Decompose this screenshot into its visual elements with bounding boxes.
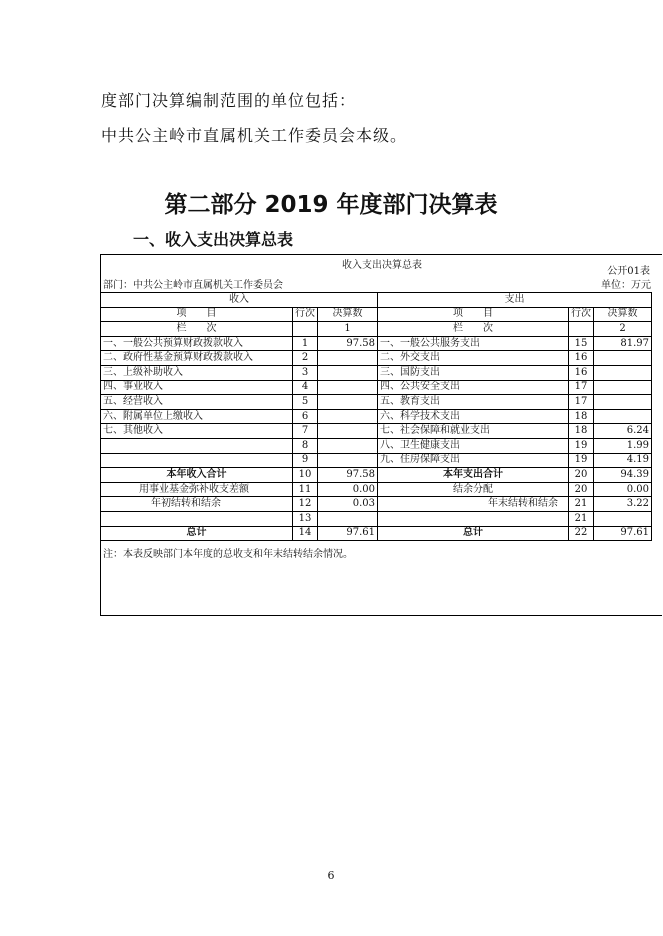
table-row (101, 380, 652, 395)
intro-paragraph-line-2: 中共公主岭市直属机关工作委员会本级。 (101, 126, 408, 145)
expense-value (594, 409, 652, 424)
table-title: 收入支出决算总表 (342, 260, 422, 271)
expense-lanci-label: 栏 次 (378, 322, 569, 337)
expense-amount-header: 决算数 (594, 307, 652, 322)
expense-grand-total-label: 总计 (378, 526, 569, 541)
income-year-total-value: 97.58 (318, 468, 378, 483)
table-code: 公开01表 (607, 266, 650, 277)
income-value (318, 438, 378, 453)
expense-item: 五、教育支出 (378, 395, 569, 410)
table-row (101, 438, 652, 453)
grand-total-row (101, 526, 652, 541)
income-line-no: 11 (293, 482, 318, 497)
empty-cell (293, 322, 318, 337)
table-row (101, 482, 652, 497)
budget-summary-table-frame (100, 254, 662, 616)
income-value: 0.03 (318, 497, 378, 512)
expense-line-no: 18 (569, 424, 594, 439)
income-line-no: 13 (293, 511, 318, 526)
income-item: 四、事业收入 (101, 380, 293, 395)
income-line-no: 5 (293, 395, 318, 410)
income-grand-total-label: 总计 (101, 526, 293, 541)
table-row (101, 424, 652, 439)
expense-value: 4.19 (594, 453, 652, 468)
income-item: 五、经营收入 (101, 395, 293, 410)
expense-line-header: 行次 (569, 307, 594, 322)
unit-label: 单位：万元 (601, 280, 651, 291)
income-value (318, 453, 378, 468)
income-grand-total-value: 97.61 (318, 526, 378, 541)
table-row (101, 395, 652, 410)
table-row (101, 365, 652, 380)
expense-line-no: 22 (569, 526, 594, 541)
income-item: 年初结转和结余 (101, 497, 293, 512)
expense-value (594, 380, 652, 395)
section-subtitle: 一、收入支出决算总表 (133, 230, 294, 249)
income-item (101, 438, 293, 453)
expense-line-no: 18 (569, 409, 594, 424)
expense-line-no: 20 (569, 482, 594, 497)
expense-line-no: 19 (569, 453, 594, 468)
income-item-header: 项 目 (101, 307, 293, 322)
income-line-no: 9 (293, 453, 318, 468)
expense-value (594, 511, 652, 526)
expense-column-number: 2 (594, 322, 652, 337)
income-line-header: 行次 (293, 307, 318, 322)
expense-item: 六、科学技术支出 (378, 409, 569, 424)
year-total-row (101, 468, 652, 483)
income-header: 收入 (101, 293, 378, 308)
expense-value (594, 395, 652, 410)
expense-line-no: 21 (569, 497, 594, 512)
income-item: 六、附属单位上缴收入 (101, 409, 293, 424)
income-line-no: 7 (293, 424, 318, 439)
income-line-no: 14 (293, 526, 318, 541)
expense-item: 三、国防支出 (378, 365, 569, 380)
table-row (101, 511, 652, 526)
expense-item: 一、一般公共服务支出 (378, 336, 569, 351)
table-row (101, 336, 652, 351)
table-row (101, 351, 652, 366)
expense-line-no: 16 (569, 351, 594, 366)
income-line-no: 4 (293, 380, 318, 395)
expense-item: 七、社会保障和就业支出 (378, 424, 569, 439)
expense-value: 81.97 (594, 336, 652, 351)
table-row (101, 409, 652, 424)
table-row (101, 497, 652, 512)
income-year-total-label: 本年收入合计 (101, 468, 293, 483)
expense-line-no: 17 (569, 380, 594, 395)
expense-line-no: 20 (569, 468, 594, 483)
income-line-no: 1 (293, 336, 318, 351)
page-number: 6 (327, 869, 335, 882)
expense-line-no: 17 (569, 395, 594, 410)
income-item: 二、政府性基金预算财政拨款收入 (101, 351, 293, 366)
expense-item-header: 项 目 (378, 307, 569, 322)
income-line-no: 8 (293, 438, 318, 453)
expense-value (594, 351, 652, 366)
income-value (318, 351, 378, 366)
income-value (318, 395, 378, 410)
income-line-no: 6 (293, 409, 318, 424)
income-line-no: 3 (293, 365, 318, 380)
expense-header: 支出 (378, 293, 652, 308)
expense-value: 1.99 (594, 438, 652, 453)
income-item: 用事业基金弥补收支差额 (101, 482, 293, 497)
income-value (318, 424, 378, 439)
table-header-row (101, 293, 652, 308)
column-number-row (101, 322, 652, 337)
income-column-number: 1 (318, 322, 378, 337)
income-item (101, 511, 293, 526)
expense-item: 八、卫生健康支出 (378, 438, 569, 453)
income-item: 三、上级补助收入 (101, 365, 293, 380)
section-title: 第二部分 2019 年度部门决算表 (164, 192, 498, 218)
income-line-no: 2 (293, 351, 318, 366)
expense-line-no: 19 (569, 438, 594, 453)
expense-value: 0.00 (594, 482, 652, 497)
expense-line-no: 16 (569, 365, 594, 380)
income-amount-header: 决算数 (318, 307, 378, 322)
income-line-no: 10 (293, 468, 318, 483)
income-value (318, 511, 378, 526)
income-item (101, 453, 293, 468)
department-label: 部门：中共公主岭市直属机关工作委员会 (103, 280, 283, 291)
expense-line-no: 21 (569, 511, 594, 526)
expense-grand-total-value: 97.61 (594, 526, 652, 541)
expense-line-no: 15 (569, 336, 594, 351)
budget-summary-table (100, 292, 652, 541)
income-value: 97.58 (318, 336, 378, 351)
expense-item: 九、住房保障支出 (378, 453, 569, 468)
income-item: 七、其他收入 (101, 424, 293, 439)
intro-paragraph-line-1: 度部门决算编制范围的单位包括： (101, 91, 357, 110)
expense-year-total-label: 本年支出合计 (378, 468, 569, 483)
income-line-no: 12 (293, 497, 318, 512)
income-value (318, 365, 378, 380)
expense-item: 四、公共安全支出 (378, 380, 569, 395)
expense-item: 年末结转和结余 (378, 497, 569, 512)
income-lanci-label: 栏 次 (101, 322, 293, 337)
expense-value (594, 365, 652, 380)
expense-item: 二、外交支出 (378, 351, 569, 366)
expense-item (378, 511, 569, 526)
income-value: 0.00 (318, 482, 378, 497)
income-item: 一、一般公共预算财政拨款收入 (101, 336, 293, 351)
income-value (318, 409, 378, 424)
empty-cell (569, 322, 594, 337)
column-header-row (101, 307, 652, 322)
income-value (318, 380, 378, 395)
expense-value: 3.22 (594, 497, 652, 512)
table-note: 注：本表反映部门本年度的总收支和年末结转结余情况。 (103, 549, 353, 560)
expense-year-total-value: 94.39 (594, 468, 652, 483)
expense-value: 6.24 (594, 424, 652, 439)
table-row (101, 453, 652, 468)
expense-item: 结余分配 (378, 482, 569, 497)
